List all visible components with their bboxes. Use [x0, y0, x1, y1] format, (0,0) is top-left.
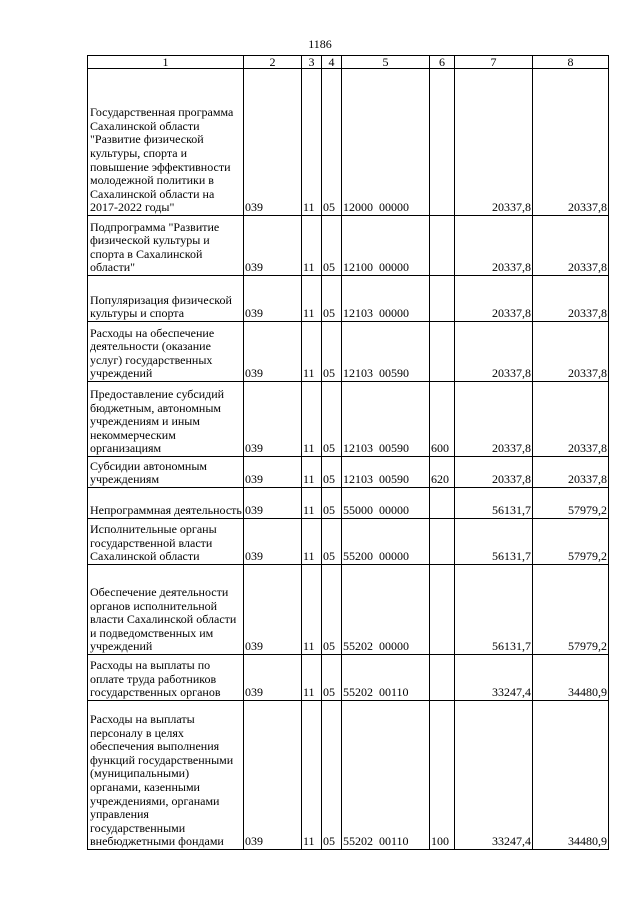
table-row — [88, 322, 609, 382]
amount-year2-cell: 57979,2 — [533, 519, 609, 565]
header-cell: 4 — [322, 56, 342, 69]
target-item-direction-code: 00000 — [379, 306, 409, 321]
amount-year1-cell: 33247,4 — [455, 701, 533, 850]
target-item-direction-code: 00590 — [379, 366, 409, 381]
header-cell: 3 — [302, 56, 322, 69]
target-item-program-code: 55000 — [343, 503, 373, 518]
expense-name-cell: Расходы на обеспечение деятельности (оказание услуг) государственных учреждений — [88, 322, 244, 382]
amount-year1-cell: 20337,8 — [455, 322, 533, 382]
expense-type-cell — [430, 655, 455, 701]
amount-year2-cell: 34480,9 — [533, 655, 609, 701]
target-item-cell — [342, 519, 430, 565]
table-row — [88, 655, 609, 701]
table-row — [88, 216, 609, 276]
department-code-cell: 039 — [244, 322, 302, 382]
amount-year1-cell: 56131,7 — [455, 565, 533, 655]
expense-type-cell: 100 — [430, 701, 455, 850]
amount-year2-cell: 57979,2 — [533, 565, 609, 655]
header-cell: 6 — [430, 56, 455, 69]
target-item-direction-code: 00590 — [379, 441, 409, 456]
expense-name-cell: Популяризация физической культуры и спорта — [88, 276, 244, 322]
target-item-program-code: 55202 — [343, 834, 373, 849]
amount-year1-cell: 33247,4 — [455, 655, 533, 701]
expense-type-cell: 600 — [430, 382, 455, 457]
department-code-cell: 039 — [244, 457, 302, 488]
target-item-cell — [342, 565, 430, 655]
department-code-cell: 039 — [244, 519, 302, 565]
target-item-direction-code: 00110 — [379, 685, 409, 700]
amount-year2-cell: 20337,8 — [533, 216, 609, 276]
table-row — [88, 519, 609, 565]
department-code-cell: 039 — [244, 488, 302, 519]
subsection-code-cell: 05 — [322, 322, 342, 382]
subsection-code-cell: 05 — [322, 565, 342, 655]
expense-name-cell: Расходы на выплаты персоналу в целях обеспечения выполнения функций государственными (муниципальными) органами, казенными учреждениями, органами управления государственными внебюджетными фондами — [88, 701, 244, 850]
section-code-cell: 11 — [302, 701, 322, 850]
table-row — [88, 488, 609, 519]
target-item-program-code: 12100 — [343, 260, 373, 275]
subsection-code-cell: 05 — [322, 519, 342, 565]
table-row — [88, 701, 609, 850]
expense-type-cell — [430, 322, 455, 382]
expense-name-cell: Субсидии автономным учреждениям — [88, 457, 244, 488]
expense-name-cell: Подпрограмма "Развитие физической культуры и спорта в Сахалинской области" — [88, 216, 244, 276]
target-item-cell — [342, 701, 430, 850]
expense-name-cell: Расходы на выплаты по оплате труда работников государственных органов — [88, 655, 244, 701]
table-row — [88, 69, 609, 216]
amount-year1-cell: 20337,8 — [455, 276, 533, 322]
target-item-direction-code: 00000 — [379, 639, 409, 654]
amount-year1-cell: 20337,8 — [455, 216, 533, 276]
expense-type-cell — [430, 488, 455, 519]
amount-year2-cell: 20337,8 — [533, 457, 609, 488]
target-item-cell — [342, 382, 430, 457]
target-item-program-code: 12103 — [343, 306, 373, 321]
target-item-program-code: 12103 — [343, 472, 373, 487]
header-cell: 7 — [455, 56, 533, 69]
section-code-cell: 11 — [302, 382, 322, 457]
subsection-code-cell: 05 — [322, 488, 342, 519]
target-item-direction-code: 00110 — [379, 834, 409, 849]
amount-year1-cell: 20337,8 — [455, 457, 533, 488]
amount-year2-cell: 20337,8 — [533, 276, 609, 322]
expense-name-cell: Исполнительные органы государственной власти Сахалинской области — [88, 519, 244, 565]
department-code-cell: 039 — [244, 276, 302, 322]
target-item-program-code: 55202 — [343, 639, 373, 654]
target-item-direction-code: 00000 — [379, 200, 409, 215]
subsection-code-cell: 05 — [322, 457, 342, 488]
expense-type-cell — [430, 216, 455, 276]
table-row — [88, 565, 609, 655]
section-code-cell: 11 — [302, 655, 322, 701]
expense-type-cell — [430, 519, 455, 565]
target-item-cell — [342, 276, 430, 322]
budget-table — [87, 55, 609, 850]
department-code-cell: 039 — [244, 565, 302, 655]
target-item-program-code: 55200 — [343, 549, 373, 564]
expense-type-cell — [430, 69, 455, 216]
target-item-cell — [342, 322, 430, 382]
target-item-cell — [342, 457, 430, 488]
subsection-code-cell: 05 — [322, 382, 342, 457]
section-code-cell: 11 — [302, 488, 322, 519]
section-code-cell: 11 — [302, 322, 322, 382]
table-row — [88, 382, 609, 457]
target-item-program-code: 55202 — [343, 685, 373, 700]
header-cell: 5 — [342, 56, 430, 69]
section-code-cell: 11 — [302, 276, 322, 322]
department-code-cell: 039 — [244, 382, 302, 457]
target-item-direction-code: 00000 — [379, 549, 409, 564]
expense-name-cell: Предоставление субсидий бюджетным, автономным учреждениям и иным некоммерческим организациям — [88, 382, 244, 457]
department-code-cell: 039 — [244, 655, 302, 701]
target-item-direction-code: 00590 — [379, 472, 409, 487]
table-row — [88, 276, 609, 322]
subsection-code-cell: 05 — [322, 69, 342, 216]
amount-year2-cell: 57979,2 — [533, 488, 609, 519]
table-header-row — [88, 56, 609, 69]
expense-type-cell — [430, 276, 455, 322]
header-cell: 2 — [244, 56, 302, 69]
amount-year2-cell: 20337,8 — [533, 382, 609, 457]
amount-year2-cell: 20337,8 — [533, 322, 609, 382]
amount-year2-cell: 20337,8 — [533, 69, 609, 216]
department-code-cell: 039 — [244, 69, 302, 216]
subsection-code-cell: 05 — [322, 701, 342, 850]
header-cell: 1 — [88, 56, 244, 69]
expense-name-cell: Непрограммная деятельность — [88, 488, 244, 519]
section-code-cell: 11 — [302, 69, 322, 216]
page-number: 1186 — [308, 37, 332, 51]
expense-type-cell: 620 — [430, 457, 455, 488]
department-code-cell: 039 — [244, 216, 302, 276]
amount-year1-cell: 20337,8 — [455, 69, 533, 216]
section-code-cell: 11 — [302, 519, 322, 565]
target-item-cell — [342, 655, 430, 701]
subsection-code-cell: 05 — [322, 216, 342, 276]
department-code-cell: 039 — [244, 701, 302, 850]
header-cell: 8 — [533, 56, 609, 69]
subsection-code-cell: 05 — [322, 655, 342, 701]
amount-year1-cell: 56131,7 — [455, 519, 533, 565]
expense-name-cell: Государственная программа Сахалинской области "Развитие физической культуры, спорта и повышение эффективности молодежной политики в Сахалинской области на 2017-2022 годы" — [88, 69, 244, 216]
expense-type-cell — [430, 565, 455, 655]
target-item-program-code: 12103 — [343, 366, 373, 381]
section-code-cell: 11 — [302, 565, 322, 655]
amount-year2-cell: 34480,9 — [533, 701, 609, 850]
section-code-cell: 11 — [302, 457, 322, 488]
target-item-program-code: 12103 — [343, 441, 373, 456]
section-code-cell: 11 — [302, 216, 322, 276]
target-item-cell — [342, 69, 430, 216]
target-item-program-code: 12000 — [343, 200, 373, 215]
subsection-code-cell: 05 — [322, 276, 342, 322]
amount-year1-cell: 20337,8 — [455, 382, 533, 457]
expense-name-cell: Обеспечение деятельности органов исполнительной власти Сахалинской области и подведомственных им учреждений — [88, 565, 244, 655]
target-item-cell — [342, 216, 430, 276]
target-item-cell — [342, 488, 430, 519]
table-row — [88, 457, 609, 488]
amount-year1-cell: 56131,7 — [455, 488, 533, 519]
target-item-direction-code: 00000 — [379, 503, 409, 518]
target-item-direction-code: 00000 — [379, 260, 409, 275]
